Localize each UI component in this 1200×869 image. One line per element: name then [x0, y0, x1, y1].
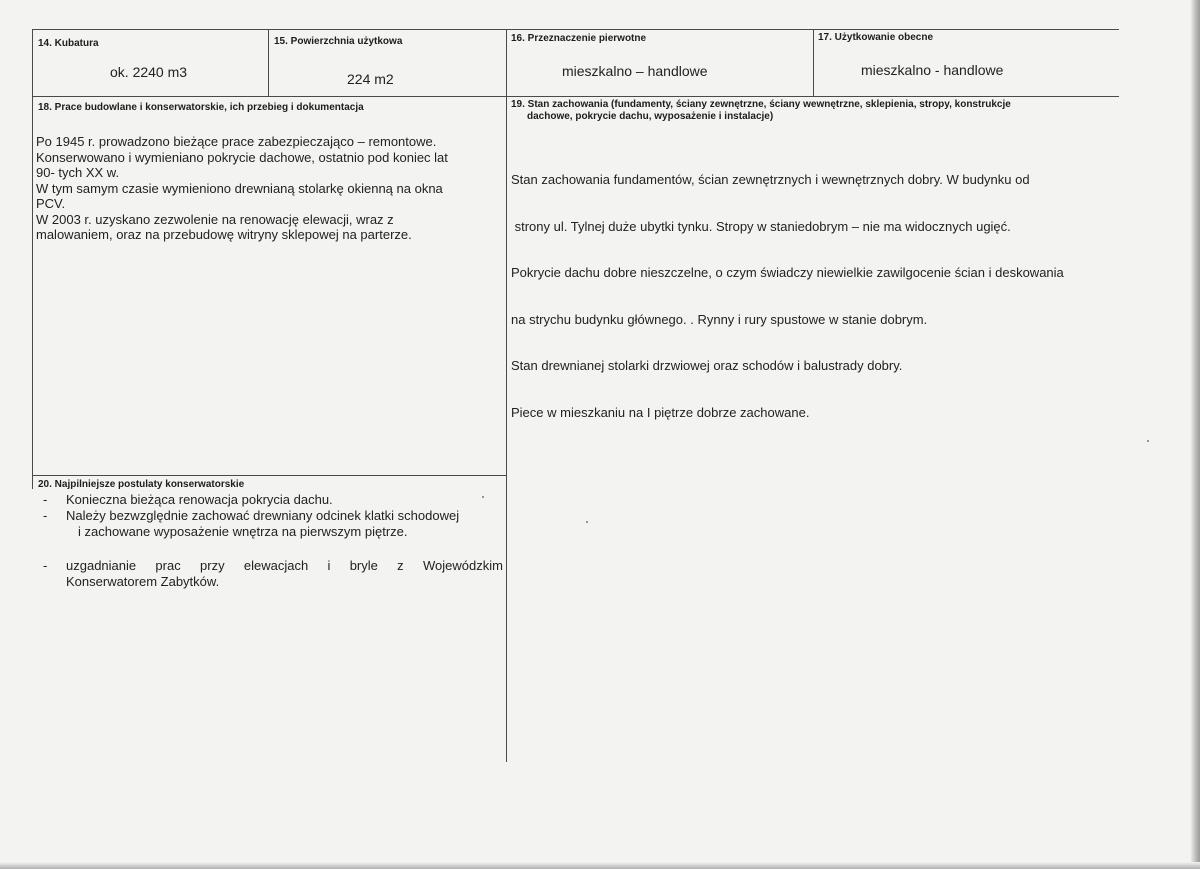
section-19-line: Stan drewnianej stolarki drzwiowej oraz schodów i balustrady dobry.	[511, 358, 903, 373]
field-16-value: mieszkalno – handlowe	[562, 63, 708, 79]
section-18-line: W tym samym czasie wymieniono drewnianą stolarkę okienną na okna	[36, 180, 443, 196]
list-item	[38, 508, 503, 524]
bullet-dash: -	[43, 508, 48, 523]
main-column-divider	[506, 29, 507, 762]
section-19-line: Stan zachowania fundamentów, ścian zewnętrznych i wewnętrznych dobry. W budynku od	[511, 172, 1030, 187]
field-14-label: 14. Kubatura	[38, 38, 99, 49]
field-15-label: 15. Powierzchnia użytkowa	[274, 36, 403, 47]
scan-speck	[1147, 440, 1149, 442]
header-row-bottom-rule-left	[32, 96, 506, 97]
list-item-text: Konserwatorem Zabytków.	[66, 574, 220, 589]
section-19-line: Piece w mieszkaniu na I piętrze dobrze zachowane.	[511, 404, 810, 420]
section-18-line: W 2003 r. uzyskano zezwolenie na renowację elewacji, wraz z	[36, 211, 394, 227]
top-rule	[32, 29, 1119, 30]
field-17-value: mieszkalno - handlowe	[861, 62, 1004, 78]
field-15-value: 224 m2	[347, 71, 394, 87]
scan-speck	[586, 521, 588, 523]
list-item-justified-line: uzgadnianie prac przy elewacjach i bryle z Wojewódzkim	[66, 558, 503, 573]
section-18-label: 18. Prace budowlane i konserwatorskie, ich przebieg i dokumentacja	[38, 102, 364, 113]
list-item-continuation	[38, 574, 503, 590]
list-item-continuation	[38, 524, 503, 540]
section-20-label: 20. Najpilniejsze postulaty konserwatorskie	[38, 479, 245, 490]
field-16-label: 16. Przeznaczenie pierwotne	[511, 33, 647, 44]
list-item-text: Należy bezwzględnie zachować drewniany odcinek klatki schodowej	[66, 508, 460, 523]
scan-speck	[482, 496, 484, 498]
scan-edge-right	[1190, 0, 1200, 869]
section-20-top-rule	[32, 475, 506, 476]
section-18-line: PCV.	[36, 196, 66, 211]
list-item-text: i zachowane wyposażenie wnętrza na pierwszym piętrze.	[78, 524, 408, 539]
section-18-line: 90- tych XX w.	[36, 165, 120, 180]
col-divider-14-15	[268, 29, 269, 96]
section-19-line: strony ul. Tylnej duże ubytki tynku. Stropy w staniedobrym – nie ma widocznych ugięć.	[511, 218, 1011, 234]
scan-edge-bottom	[0, 862, 1200, 869]
section-18-line: Po 1945 r. prowadzono bieżące prace zabezpieczająco – remontowe.	[36, 134, 437, 149]
bullet-dash: -	[43, 558, 48, 573]
section-20-list	[38, 492, 503, 590]
bullet-dash: -	[43, 492, 48, 507]
header-row-bottom-rule-right	[506, 96, 1119, 97]
list-item	[38, 492, 503, 508]
field-17-label: 17. Użytkowanie obecne	[818, 32, 934, 43]
section-19-label-line-2: dachowe, pokrycie dachu, wyposażenie i instalacje)	[527, 111, 774, 122]
section-18-line: Konserwowano i wymieniano pokrycie dachowe, ostatnio pod koniec lat	[36, 149, 448, 165]
section-19-line: na strychu budynku głównego. . Rynny i rury spustowe w stanie dobrym.	[511, 311, 928, 327]
section-18-line: malowaniem, oraz na przebudowę witryny sklepowej na parterze.	[36, 227, 412, 242]
left-border	[32, 29, 33, 489]
list-item	[38, 558, 503, 574]
section-19-line: Pokrycie dachu dobre nieszczelne, o czym świadczy niewielkie zawilgocenie ścian i deskowania	[511, 265, 1064, 280]
list-item-text: Konieczna bieżąca renowacja pokrycia dachu.	[66, 492, 333, 507]
col-divider-16-17	[813, 29, 814, 96]
field-14-value: ok. 2240 m3	[110, 64, 188, 80]
section-19-label-line-1: 19. Stan zachowania (fundamenty, ściany zewnętrzne, ściany wewnętrzne, sklepienia, stropy, konstrukcje	[511, 99, 1011, 110]
section-18-text	[36, 134, 448, 243]
section-19-text	[511, 141, 1064, 436]
